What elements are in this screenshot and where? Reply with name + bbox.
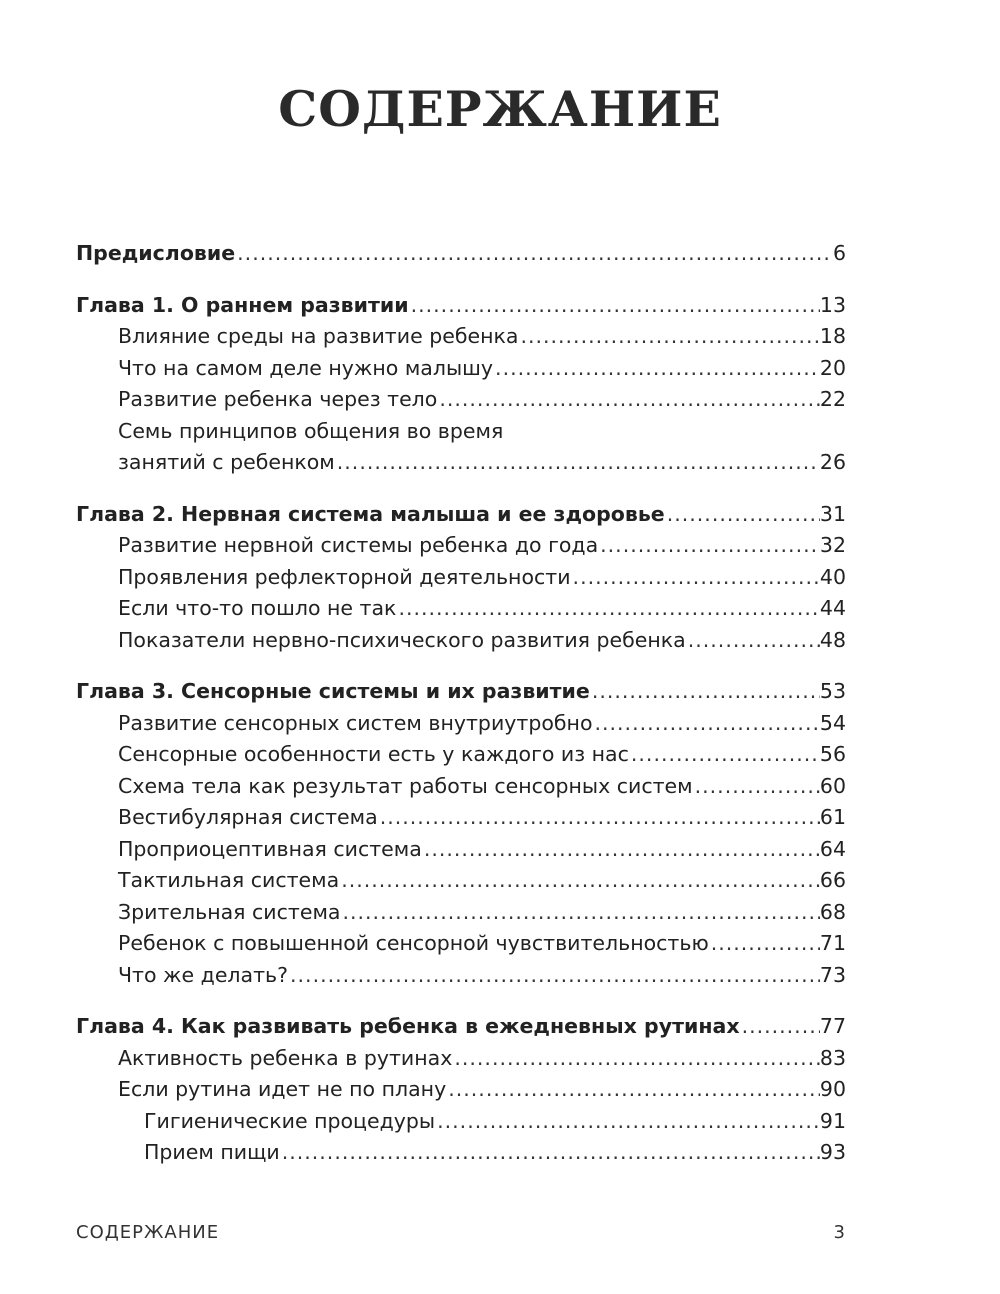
toc-entry-page: 60: [819, 773, 846, 798]
toc-entry-title: Активность ребенка в рутинах: [118, 1045, 453, 1070]
toc-entry-title: Глава 1. О раннем развитии: [76, 292, 409, 317]
dot-leader: [590, 676, 820, 708]
toc-entry-title-line: Семь принципов общения во время: [118, 418, 504, 443]
toc-entry-title: Влияние среды на развитие ребенка: [118, 324, 519, 348]
toc-entry[interactable]: [76, 321, 846, 353]
dot-leader: [452, 1043, 820, 1075]
toc-entry-page: 6: [832, 241, 846, 265]
toc-entry-page: 48: [819, 627, 846, 652]
toc-entry[interactable]: [76, 928, 846, 960]
toc-entry[interactable]: [76, 1043, 846, 1075]
toc-entry-title: Проприоцептивная система: [118, 836, 422, 861]
toc-entry-chapter-4[interactable]: [76, 1011, 846, 1043]
toc-entry-title: Ребенок с повышенной сенсорной чувствительностью: [118, 931, 709, 955]
toc-entry[interactable]: [76, 865, 846, 897]
toc-entry[interactable]: [76, 834, 846, 866]
toc-entry: [76, 447, 846, 479]
toc-entry-title: Схема тела как результат работы сенсорных систем: [118, 773, 693, 798]
toc-entry[interactable]: [76, 802, 846, 834]
dot-leader: [409, 290, 820, 322]
toc-entry-preface[interactable]: [76, 238, 846, 270]
toc-entry[interactable]: [76, 739, 846, 771]
table-of-contents: [76, 238, 846, 1169]
toc-entry-title: Проявления рефлекторной деятельности: [118, 564, 571, 589]
toc-entry-chapter-3[interactable]: [76, 676, 846, 708]
toc-entry-title: Зрительная система: [118, 899, 341, 924]
dot-leader: [378, 802, 820, 834]
toc-entry-multiline[interactable]: [76, 416, 846, 479]
toc-entry[interactable]: [76, 562, 846, 594]
toc-entry-title: Развитие ребенка через тело: [118, 387, 438, 411]
toc-entry-title: Глава 2. Нервная система малыша и ее здоровье: [76, 501, 665, 526]
toc-entry[interactable]: [76, 625, 846, 657]
footer-section-title: СОДЕРЖАНИЕ: [76, 1222, 220, 1243]
toc-entry[interactable]: [76, 708, 846, 740]
dot-leader: [709, 928, 820, 960]
toc-entry-title: занятий с ребенком: [118, 450, 335, 474]
toc-entry-page: 20: [819, 355, 846, 380]
toc-entry-page: 13: [819, 292, 846, 317]
dot-leader: [396, 593, 819, 625]
toc-entry[interactable]: [76, 353, 846, 385]
dot-leader: [598, 530, 820, 562]
toc-entry-page: 32: [819, 533, 846, 557]
toc-entry-page: 61: [819, 805, 846, 829]
toc-entry-title: Гигиенические процедуры: [144, 1108, 436, 1133]
toc-entry-page: 90: [819, 1077, 846, 1101]
toc-entry-title: Тактильная система: [118, 868, 340, 892]
toc-entry-page: 77: [819, 1014, 846, 1038]
dot-leader: [446, 1074, 820, 1106]
toc-entry-page: 26: [819, 450, 846, 474]
toc-entry-page: 22: [819, 387, 846, 411]
dot-leader: [592, 708, 819, 740]
dot-leader: [493, 353, 820, 385]
toc-entry-page: 83: [819, 1045, 846, 1070]
dot-leader: [437, 384, 820, 416]
toc-entry-title: Сенсорные особенности есть у каждого из нас: [118, 742, 629, 766]
toc-entry[interactable]: [76, 897, 846, 929]
toc-entry-page: 64: [819, 836, 846, 861]
dot-leader: [435, 1106, 820, 1138]
toc-entry-page: 54: [819, 710, 846, 735]
toc-entry-title: Развитие сенсорных систем внутриутробно: [118, 710, 593, 735]
toc-entry-page: 44: [819, 596, 846, 620]
toc-entry-title: Глава 4. Как развивать ребенка в ежедневных рутинах: [76, 1014, 740, 1038]
dot-leader: [235, 238, 833, 270]
page-footer: [76, 1222, 846, 1243]
dot-leader: [740, 1011, 820, 1043]
dot-leader: [422, 834, 820, 866]
page-number: 3: [833, 1222, 846, 1243]
dot-leader: [280, 1137, 820, 1169]
toc-entry-title: Если рутина идет не по плану: [118, 1077, 447, 1101]
dot-leader: [340, 897, 819, 929]
toc-entry-title: Предисловие: [76, 241, 236, 265]
toc-entry-page: 93: [819, 1140, 846, 1164]
toc-entry[interactable]: [76, 530, 846, 562]
toc-entry-title: Что на самом деле нужно малышу: [118, 355, 494, 380]
toc-entry-chapter-1[interactable]: [76, 290, 846, 322]
toc-entry-chapter-2[interactable]: [76, 499, 846, 531]
toc-entry-page: 73: [819, 962, 846, 987]
dot-leader: [665, 499, 820, 531]
toc-entry[interactable]: [76, 1074, 846, 1106]
toc-entry-page: 56: [819, 742, 846, 766]
toc-entry-title: Глава 3. Сенсорные системы и их развитие: [76, 679, 590, 703]
toc-entry-page: 18: [819, 324, 846, 348]
toc-entry-title: Вестибулярная система: [118, 805, 378, 829]
toc-entry[interactable]: [76, 593, 846, 625]
dot-leader: [686, 625, 820, 657]
toc-entry-page: 66: [819, 868, 846, 892]
dot-leader: [288, 960, 820, 992]
toc-entry-title: Если что-то пошло не так: [118, 596, 397, 620]
dot-leader: [339, 865, 820, 897]
toc-entry-page: 53: [819, 679, 846, 703]
toc-entry-page: 71: [819, 931, 846, 955]
page-title: СОДЕРЖАНИЕ: [278, 80, 722, 138]
toc-entry[interactable]: [76, 771, 846, 803]
toc-entry[interactable]: [76, 384, 846, 416]
toc-entry[interactable]: [76, 960, 846, 992]
toc-entry-page: 91: [819, 1108, 846, 1133]
toc-entry-page: 31: [819, 501, 846, 526]
toc-entry-page: 68: [819, 899, 846, 924]
dot-leader: [518, 321, 819, 353]
toc-entry-title: Что же делать?: [118, 962, 289, 987]
toc-subentry[interactable]: [76, 1106, 846, 1138]
toc-entry-title: Развитие нервной системы ребенка до года: [118, 533, 599, 557]
toc-entry-page: 40: [819, 564, 846, 589]
dot-leader: [571, 562, 820, 594]
toc-entry-title: Показатели нервно-психического развития ребенка: [118, 627, 686, 652]
dot-leader: [693, 771, 820, 803]
toc-subentry[interactable]: [76, 1137, 846, 1169]
toc-entry-title: Прием пищи: [144, 1140, 280, 1164]
dot-leader: [335, 447, 820, 479]
dot-leader: [629, 739, 820, 771]
